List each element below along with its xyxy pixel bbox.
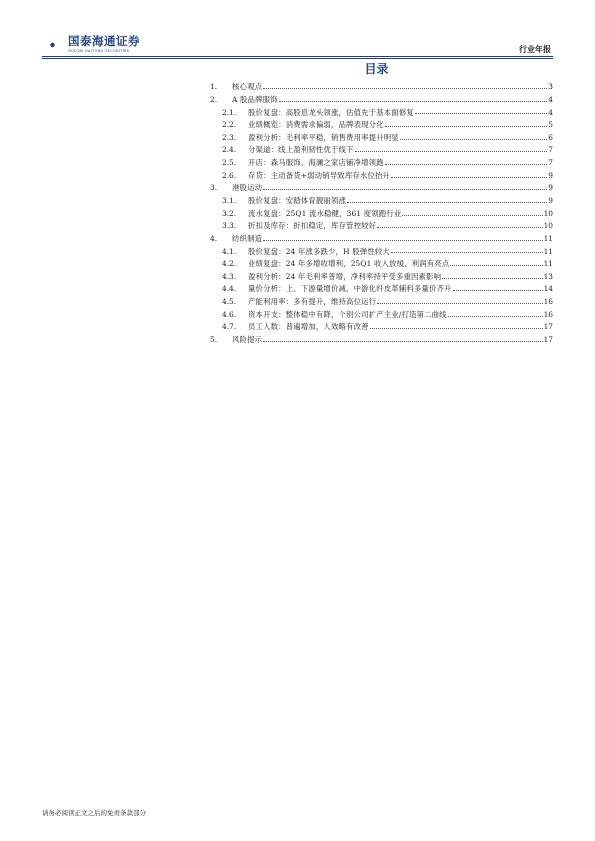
page-header [0,0,595,60]
toc-entry-page: 3 [548,82,553,92]
toc-entry-page: 16 [543,309,553,319]
toc-entry-title: A 股品牌服饰 [232,94,278,104]
toc-entry-number: 4. [210,233,218,243]
toc-entry-title: 资本开支：整体稳中有降，个别公司扩产主业/打造第二曲线 [248,309,447,319]
toc-dot-leader [391,177,547,178]
toc-entry-number: 3. [210,183,218,193]
toc-entry-title: 存货：主动备货+弱动销导致库存水位抬升 [248,170,391,180]
toc-dot-leader [377,227,542,228]
header-divider [42,56,553,57]
toc-dot-leader [263,88,547,89]
brand-name-en: GUOTAI HAITONG SECURITIES [68,48,130,53]
toc-entry-title: 核心观点 [232,82,263,92]
toc-entry[interactable] [200,293,553,306]
toc-dot-leader [448,316,543,317]
toc-entry[interactable] [200,129,553,142]
toc-entry[interactable] [200,255,553,268]
toc-entry-number: 2. [210,94,218,104]
toc-entry-title: 盈利分析：24 年毛利率普增，净利率持平受多重因素影响 [248,271,442,281]
toc-entry[interactable] [200,141,553,154]
toc-dot-leader [263,189,547,190]
toc-entry-title: 盈利分析：毛利率平稳，销售费用率提升明显 [248,132,399,142]
toc-dot-leader [263,341,542,342]
footer-disclaimer: 请务必阅读正文之后的免责条款部分 [42,809,146,817]
toc-entry-number: 2.5. [222,158,237,168]
toc-entry-number: 2.2. [222,120,237,130]
toc-entry-page: 9 [548,170,553,180]
toc-dot-leader [415,113,547,114]
toc-entry[interactable] [200,166,553,179]
toc-entry[interactable] [200,280,553,293]
toc-entry-page: 7 [548,145,553,155]
toc-dot-leader [385,164,548,165]
toc-entry[interactable] [200,103,553,116]
toc-entry-page: 10 [543,208,553,218]
toc-entry-page: 16 [543,297,553,307]
toc-entry-number: 2.3. [222,132,237,142]
toc-entry[interactable] [200,204,553,217]
report-type-label: 行业年报 [519,45,551,54]
toc-entry[interactable] [200,242,553,255]
toc-entry-page: 5 [548,120,553,130]
toc-entry-title: 港股运动 [232,183,263,193]
toc-entry-page: 6 [548,132,553,142]
toc-entry-number: 3.1. [222,196,237,205]
toc-dot-leader [453,290,543,291]
table-of-contents [200,78,553,343]
toc-entry-page: 11 [543,233,553,243]
toc-entry-number: 4.7. [222,322,237,332]
toc-dot-leader [450,265,542,266]
toc-entry-number: 2.6. [222,170,237,180]
toc-entry-title: 产能利用率：多有提升，维持高位运行 [248,297,377,307]
brand-logo-icon [42,38,64,52]
toc-entry-number: 4.3. [222,271,237,281]
toc-entry[interactable] [200,217,553,230]
header-divider-thin [42,58,553,59]
toc-entry-number: 1. [210,82,218,92]
toc-entry[interactable] [200,192,553,205]
toc-dot-leader [370,328,543,329]
toc-entry[interactable] [200,154,553,167]
toc-entry[interactable] [200,306,553,319]
toc-dot-leader [400,139,547,140]
toc-entry-number: 2.1. [222,107,237,117]
toc-entry-page: 10 [543,221,553,231]
toc-dot-leader [385,126,548,127]
toc-entry-number: 3.3. [222,221,237,231]
toc-entry-title: 分渠道：线上盈利韧性优于线下 [248,145,354,155]
toc-entry[interactable] [200,268,553,281]
toc-entry[interactable] [200,318,553,331]
toc-entry-title: 业绩概览：消费需求偏弱，品牌表现分化 [248,120,384,130]
toc-entry-number: 5. [210,335,218,345]
toc-entry-title: 纺织制造 [232,233,263,243]
toc-entry-title: 股价复盘：安踏体育靓丽领涨 [248,196,347,205]
toc-dot-leader [263,240,542,241]
toc-entry-title: 开店：森马服饰、海澜之家店铺净增领跑 [248,158,384,168]
toc-entry-page: 17 [543,335,553,345]
toc-dot-leader [391,252,543,253]
toc-entry-number: 2.4. [222,145,237,155]
toc-entry-number: 4.1. [222,246,237,256]
toc-entry-page: 7 [548,158,553,168]
toc-entry[interactable] [200,91,553,104]
toc-dot-leader [442,278,542,279]
toc-entry-page: 14 [543,284,553,294]
toc-entry-title: 业绩复盘：24 年多增收增利，25Q1 收入放缓、利润有亮点 [248,259,450,269]
toc-entry-title: 股价复盘：高股息龙头领涨，估值先于基本面修复 [248,107,414,117]
brand-name-cn: 国泰海通证券 [68,34,140,48]
toc-entry-page: 9 [548,196,553,205]
toc-entry-number: 4.2. [222,259,237,269]
toc-entry-page: 11 [543,259,553,269]
toc-entry-title: 量价分析：上、下游量增价减，中游化纤皮革辅料多量价齐升 [248,284,452,294]
toc-entry[interactable] [200,78,553,91]
toc-entry-page: 4 [548,94,553,104]
brand-logo [42,36,140,53]
toc-dot-leader [347,202,547,203]
toc-entry[interactable] [200,331,553,344]
toc-entry-title: 股价复盘：24 年涨多跌少，H 股弹性较大 [248,246,390,256]
toc-entry-number: 4.4. [222,284,237,294]
toc-entry[interactable] [200,230,553,243]
toc-entry-title: 流水复盘：25Q1 流水稳健，361 度领跑行业 [248,208,402,218]
toc-entry-page: 17 [543,322,553,332]
toc-entry-number: 4.6. [222,309,237,319]
toc-entry[interactable] [200,116,553,129]
toc-entry-title: 员工人数：普遍增加，人效略有改善 [248,322,369,332]
toc-dot-leader [279,101,548,102]
toc-entry-page: 4 [548,107,553,117]
toc-entry-page: 9 [548,183,553,193]
toc-dot-leader [402,215,542,216]
toc-entry-title: 折扣及库存：折扣稳定，库存管控较好 [248,221,377,231]
toc-entry-title: 风险提示 [232,335,263,345]
toc-title: 目录 [364,62,389,76]
toc-entry-page: 13 [543,271,553,281]
toc-dot-leader [355,151,548,152]
toc-entry-number: 3.2. [222,208,237,218]
toc-entry-number: 4.5. [222,297,237,307]
toc-entry[interactable] [200,179,553,192]
toc-dot-leader [377,303,542,304]
toc-entry-page: 11 [543,246,553,256]
